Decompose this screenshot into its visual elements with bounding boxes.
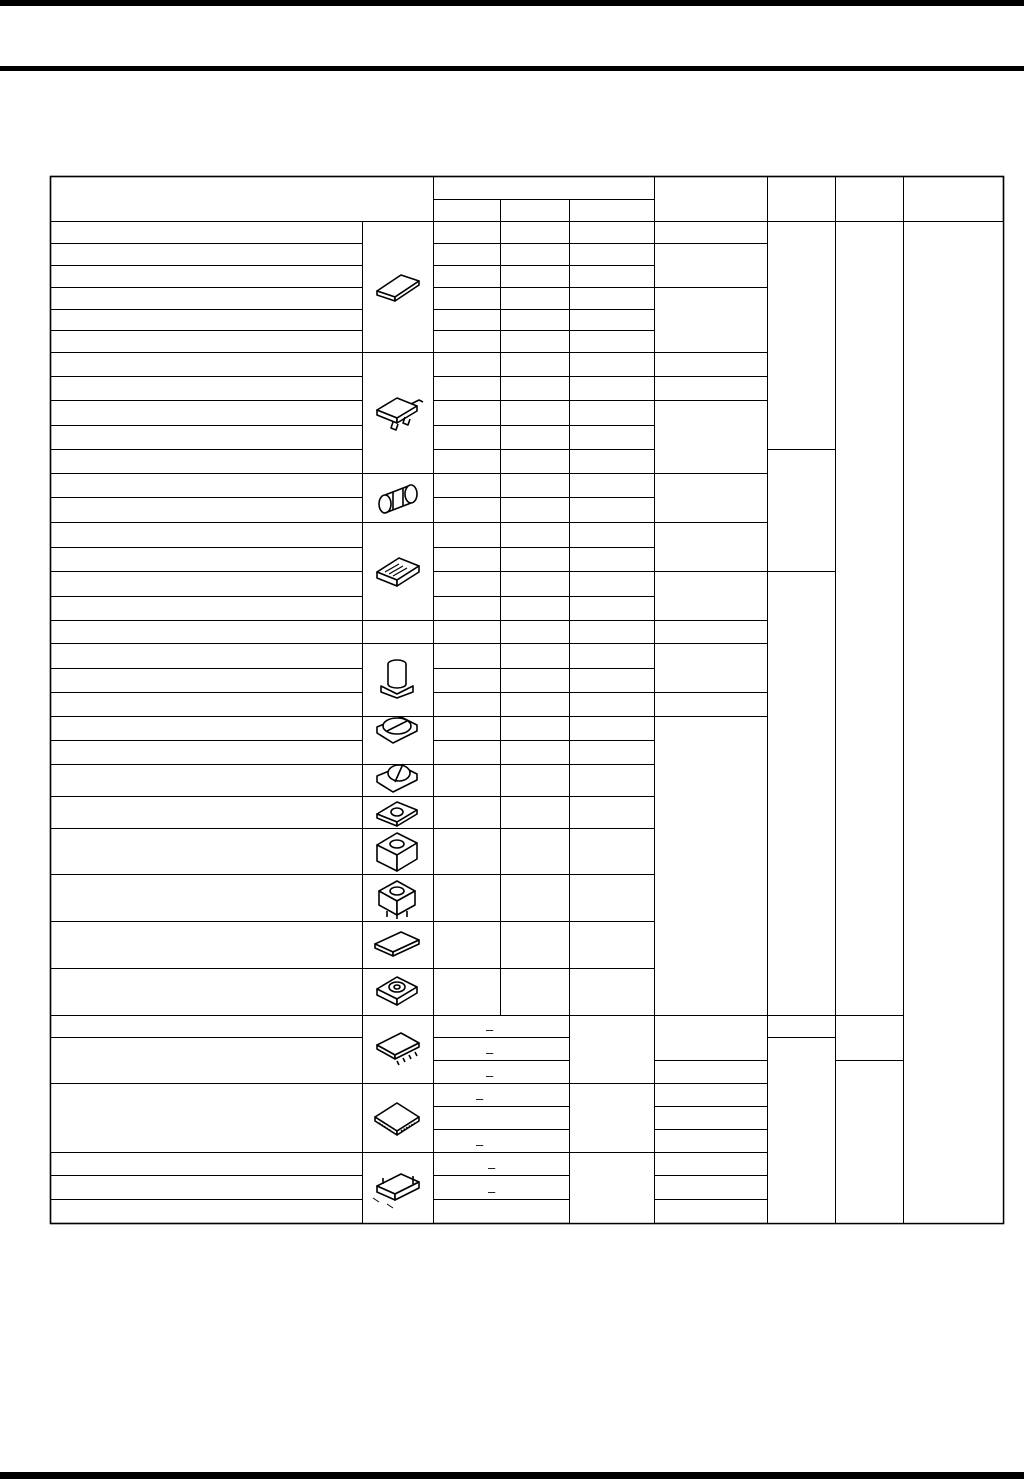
table-cell-dash: –: [486, 1068, 494, 1083]
table-cell-dash: –: [476, 1137, 484, 1152]
table-cell-dash: –: [476, 1091, 484, 1106]
dash-marks: [476, 1022, 496, 1199]
table-cell-dash: –: [486, 1022, 494, 1037]
square-trimmer-icon: [377, 977, 417, 1005]
bottom-rule: [0, 1472, 1024, 1479]
table-cell-dash: –: [486, 1045, 494, 1060]
flat-chip-module-icon: [375, 932, 419, 956]
shielded-coil-with-leads-icon: [379, 881, 415, 919]
trimmer-potentiometer-alt-icon: [377, 764, 417, 792]
shielded-coil-icon: [377, 833, 417, 871]
ceramic-trimmer-icon: [377, 802, 417, 826]
table-cell-dash: –: [488, 1160, 496, 1175]
table-cell-dash: –: [488, 1184, 496, 1199]
